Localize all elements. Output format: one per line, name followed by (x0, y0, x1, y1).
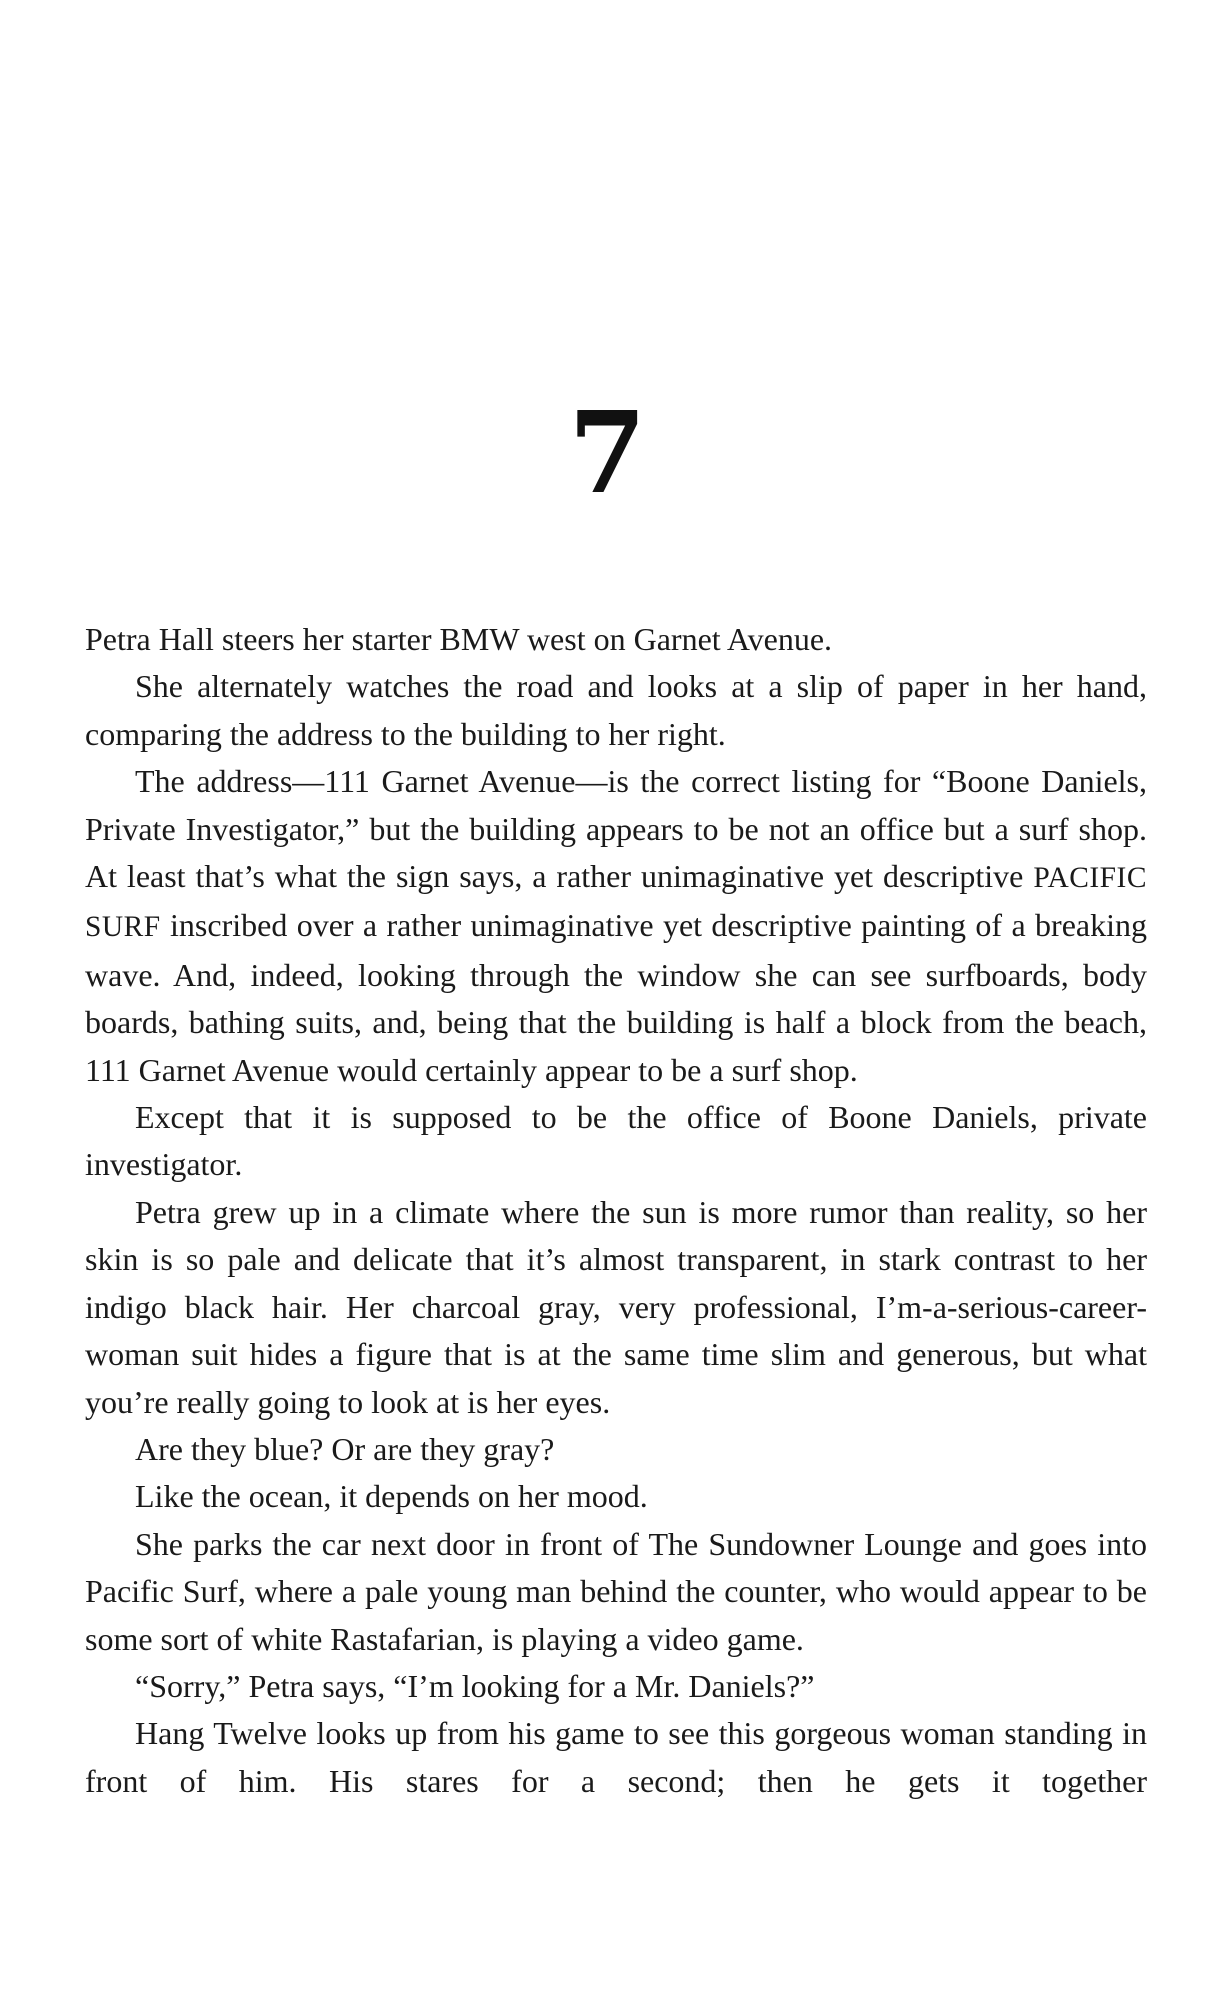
shop-sign-name: PACIFIC SURF (85, 862, 1147, 944)
paragraph: She alternately watches the road and looks at a slip of paper in her hand, comparing the address to the building to her right. (85, 668, 1147, 752)
chapter-number: 7 (568, 388, 645, 519)
chapter-body (85, 616, 1147, 1805)
paragraph (85, 758, 1147, 1094)
paragraph-text: inscribed over a rather unimaginative yet descriptive painting of a breaking wave. And, indeed, looking through the window she can see surfboards, body boards, bathing suits, and, being that the building is half a block from the beach, 111 Garnet Avenue would certainly appear to be a surf shop. (85, 907, 1147, 1088)
paragraph: Except that it is supposed to be the office of Boone Daniels, private investigator. (85, 1099, 1147, 1183)
paragraph: Petra grew up in a climate where the sun is more rumor than reality, so her skin is so pale and delicate that it’s almost transparent, in stark contrast to her indigo black hair. Her charcoal gray, very professional, I’m-a-serious-career-woman suit hides a figure that is at the same time slim and generous, but what you’re really going to look at is her eyes. (85, 1193, 1147, 1420)
paragraph: Like the ocean, it depends on her mood. (135, 1478, 648, 1515)
paragraph: Hang Twelve looks up from his game to see this gorgeous woman standing in front of him. His stares for a second; then he gets it together (85, 1715, 1147, 1799)
paragraph: She parks the car next door in front of The Sundowner Lounge and goes into Pacific Surf, where a pale young man behind the counter, who would appear to be some sort of white Rastafarian, is playing a video game. (85, 1525, 1147, 1657)
paragraph: Are they blue? Or are they gray? (135, 1430, 555, 1467)
paragraph: “Sorry,” Petra says, “I’m looking for a Mr. Daniels?” (135, 1667, 815, 1704)
paragraph: Petra Hall steers her starter BMW west on Garnet Avenue. (85, 621, 833, 657)
paragraph-text: The address—111 Garnet Avenue—is the correct listing for “Boone Daniels, Private Investigator,” but the building appears to be not an office but a surf shop. At least that’s what the sign says, a rather unimaginative yet descriptive (85, 763, 1147, 895)
